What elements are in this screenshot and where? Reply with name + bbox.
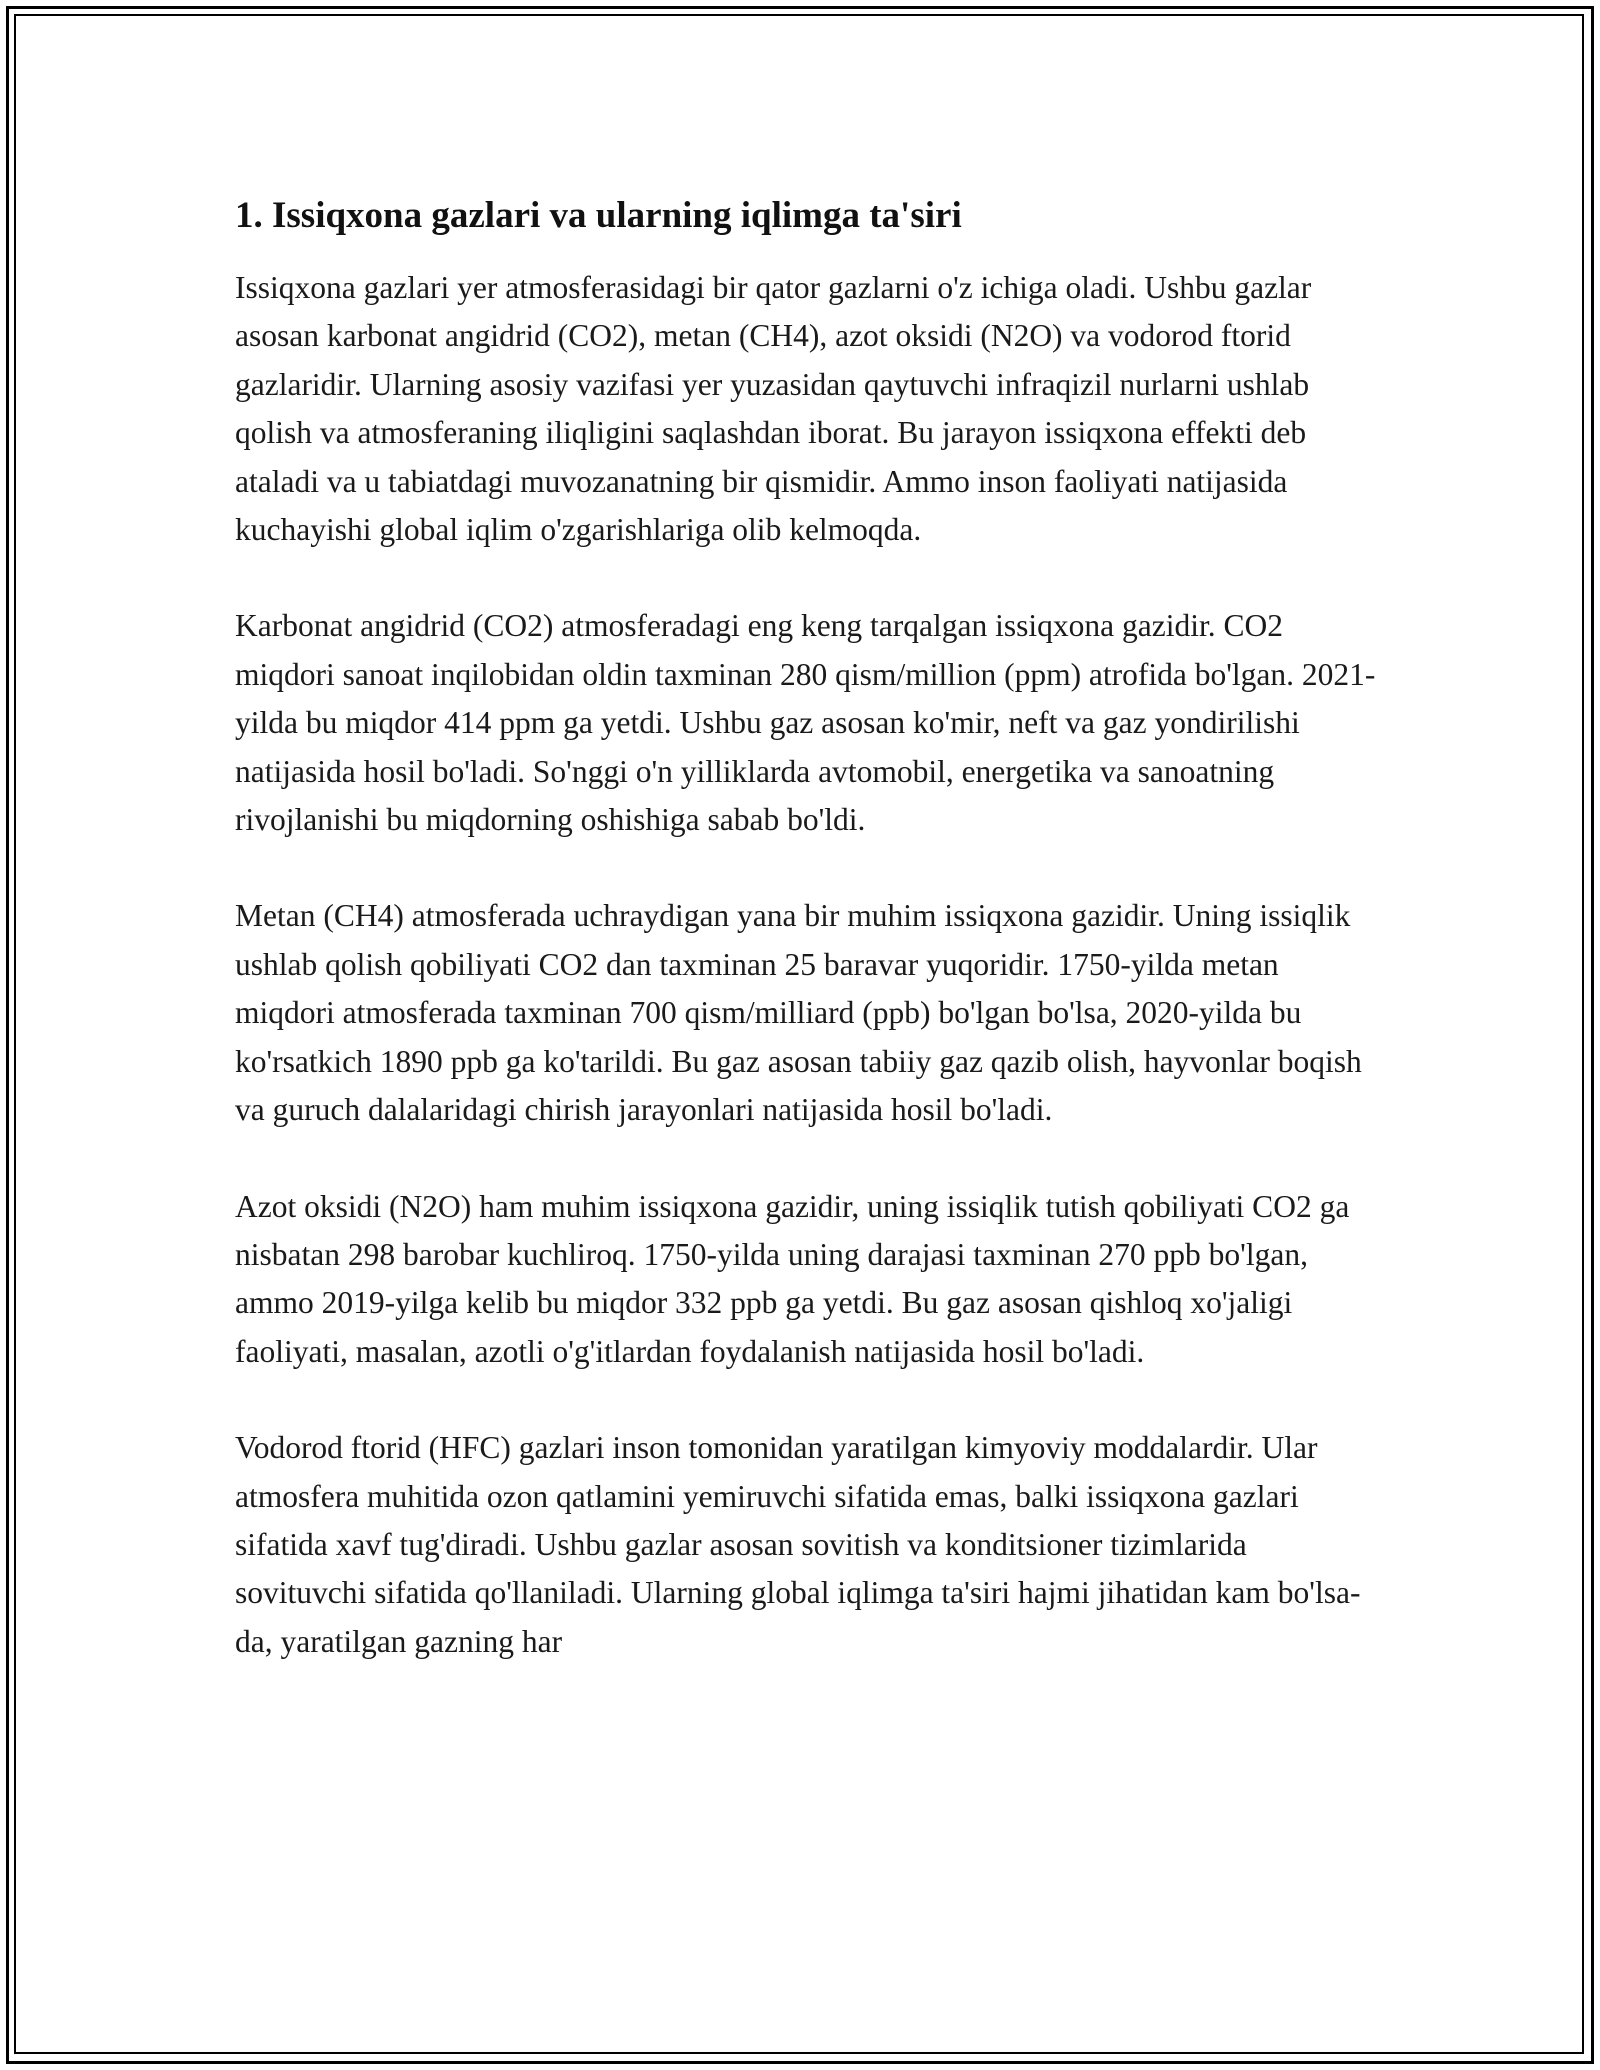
paragraph-nitrous-oxide: Azot oksidi (N2O) ham muhim issiqxona gazidir, uning issiqlik tutish qobiliyati CO2 ga nisbatan 298 barobar kuchliroq. 1750-yilda uning darajasi taxminan 270 ppb bo'lgan, ammo 2019-yilga kelib bu miqdor 332 ppb ga yetdi. Bu gaz asosan qishloq xo'jaligi faoliyati, masalan, azotli o'g'itlardan foydalanish natijasida hosil bo'ladi. bbox=[235, 1188, 1350, 1369]
paragraph-methane: Metan (CH4) atmosferada uchraydigan yana bir muhim issiqxona gazidir. Uning issiqlik ushlab qolish qobiliyati CO2 dan taxminan 25 baravar yuqoridir. 1750-yilda metan miqdori atmosferada taxminan 700 qism/milliard (ppb) bo'lgan bo'lsa, 2020-yilda bu ko'rsatkich 1890 ppb ga ko'tarildi. Bu gaz asosan tabiiy gaz qazib olish, hayvonlar boqish va guruch dalalaridagi chirish jarayonlari natijasida hosil bo'ladi. bbox=[235, 898, 1362, 1128]
paragraph-hfc: Vodorod ftorid (HFC) gazlari inson tomonidan yaratilgan kimyoviy moddalardir. Ular atmosfera muhitida ozon qatlamini yemiruvchi sifatida emas, balki issiqxona gazlari sifatida xavf tug'diradi. Ushbu gazlar asosan sovitish va konditsioner tizimlarida sovituvchi sifatida qo'llaniladi. Ularning global iqlimga ta'siri hajmi jihatidan kam bo'lsa-da, yaratilgan gazning har bbox=[235, 1430, 1361, 1659]
document-body bbox=[235, 188, 1385, 1666]
paragraph-co2: Karbonat angidrid (CO2) atmosferadagi eng keng tarqalgan issiqxona gazidir. CO2 miqdori sanoat inqilobidan oldin taxminan 280 qism/million (ppm) atrofida bo'lgan. 2021-yilda bu miqdor 414 ppm ga yetdi. Ushbu gaz asosan ko'mir, neft va gaz yondirilishi natijasida hosil bo'ladi. So'nggi o'n yilliklarda avtomobil, energetika va sanoatning rivojlanishi bu miqdorning oshishiga sabab bo'ldi. bbox=[235, 608, 1376, 838]
paragraph-intro: Issiqxona gazlari yer atmosferasidagi bir qator gazlarni o'z ichiga oladi. Ushbu gazlar asosan karbonat angidrid (CO2), metan (CH4), azot oksidi (N2O) va vodorod ftorid gazlaridir. Ularning asosiy vazifasi yer yuzasidan qaytuvchi infraqizil nurlarni ushlab qolish va atmosferaning iliqligini saqlashdan iborat. Bu jarayon issiqxona effekti deb ataladi va u tabiatdagi muvozanatning bir qismidir. Ammo inson faoliyati natijasida kuchayishi global iqlim o'zgarishlariga olib kelmoqda. bbox=[235, 270, 1312, 548]
section-heading: 1. Issiqxona gazlari va ularning iqlimga ta'siri bbox=[235, 195, 962, 236]
